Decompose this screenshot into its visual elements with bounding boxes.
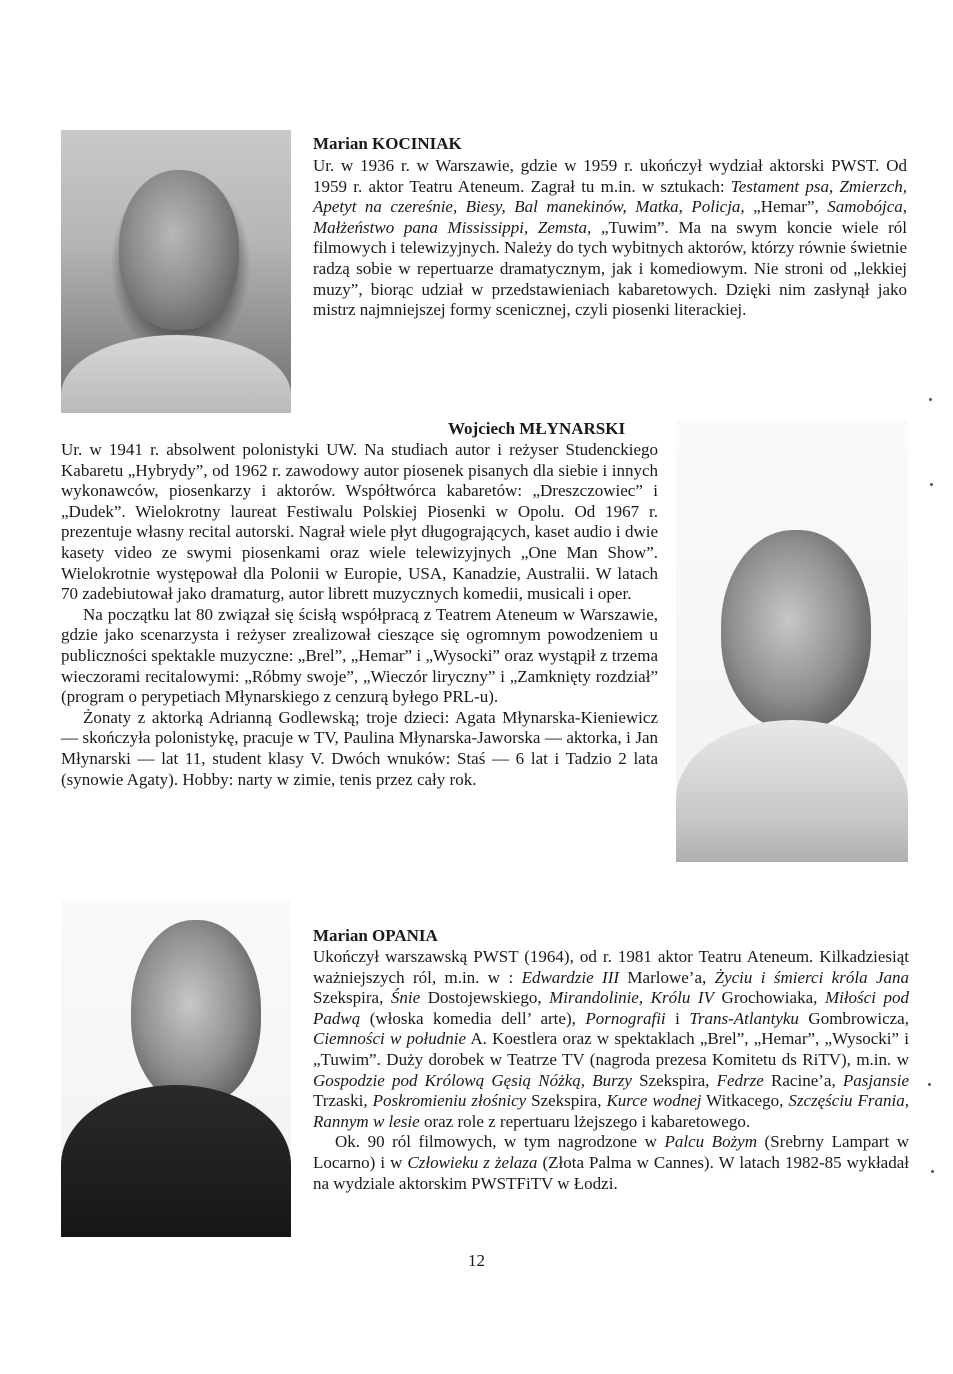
entry-bio: Ur. w 1941 r. absolwent polonistyki UW. Na studiach autor i reżyser Studenckiego Kabaretu „Hybrydy”, od 1962 r. zawodowy autor piosenek pisanych dla siebie i innych wykonawców, piosenkarzy i aktorów. Współtwórca kabaretów: „Dreszczowiec” i „Dudek”. Wielokrotny laureat Festiwalu Polskiej Piosenki w Opolu. Od 1967 r. prezentuje własny recital autorski. Nagrał wiele płyt długogrających, kaset audio i dwie kasety video ze swymi piosenkami oraz wiele telewizyjnych „One Man Show”. Wielokrotnie występował dla Polonii w Europie, USA, Kanadzie, Australii. W latach 70 zadebiutował jako dramaturg, autor librett muzycznych komedii, musicali i oper. Na początku lat 80 związał się ścisłą współpracą z Teatrem Ateneum w Warszawie, gdzie jako scenarzysta i reżyser zrealizował cieszące się ogromnym powodzeniem u publiczności spektakle muzyczne: „Brel”, „Hemar” i „Wysocki” oraz wystąpił z trzema wieczorami recitalowymi: „Róbmy swoje”, „Wieczór liryczny” i „Zamknięty rozdział” (program o perypetiach Młynarskiego z cenzurą byłego PRL-u). Żonaty z aktorką Adrianną Godlewską; troje dzieci: Agata Młynarska-Kieniewicz — skończyła polonistykę, pracuje w TV, Paulina Młynarska-Jaworska — aktorka, i Jan Młynarski — lat 11, student klasy V. Dwóch wnuków: Staś — 6 lat i Tadzio 2 lata (synowie Agaty). Hobby: narty w zimie, tenis przez cały rok. bbox=[61, 440, 658, 789]
portrait-photo-kociniak bbox=[61, 130, 291, 413]
page-number: 12 bbox=[468, 1251, 485, 1270]
portrait-photo-mlynarski bbox=[676, 420, 908, 862]
scan-speck bbox=[930, 483, 933, 486]
scan-speck bbox=[928, 1083, 931, 1086]
entry-bio: Ur. w 1936 r. w Warszawie, gdzie w 1959 r. ukończył wydział aktorski PWST. Od 1959 r. aktor Teatru Ateneum. Zagrał tu m.in. w sztukach: Testament psa, Zmierzch, Apetyt na czereśnie, Biesy, Bal manekinów, Matka, Policja, „Hemar”, Samobójca, Małżeństwo pana Mississippi, Zemsta, „Tuwim”. Ma na swym koncie wiele ról filmowych i telewizyjnych. Należy do tych wybitnych aktorów, którzy równie świetnie radzą sobie w repertuarze dramatycznym, jak i komediowym. Nie stroni od „lekkiej muzy”, biorąc udział w przedstawieniach kabaretowych. Dzięki nim zasłynął jako mistrz najmniejszej formy scenicznej, czyli piosenki literackiej. bbox=[313, 156, 907, 320]
entry-name: Wojciech MŁYNARSKI bbox=[448, 419, 626, 438]
scan-speck bbox=[929, 398, 932, 401]
portrait-photo-opania bbox=[61, 900, 291, 1237]
entry-name: Marian KOCINIAK bbox=[313, 134, 462, 153]
entry-name: Marian OPANIA bbox=[313, 926, 438, 945]
scan-speck bbox=[931, 1170, 934, 1173]
entry-bio: Ukończył warszawską PWST (1964), od r. 1981 aktor Teatru Ateneum. Kilkadziesiąt ważniejszych ról, m.in. w : Edwardzie III Marlowe’a, Życiu i śmierci króla Jana Szekspira, Śnie Dostojewskiego, Mirandolinie, Królu IV Grochowiaka, Miłości pod Padwą (włoska komedia dell’ arte), Pornografii i Trans-Atlantyku Gombrowicza, Ciemności w południe A. Koestlera oraz w spektaklach „Brel”, „Hemar”, „Wysocki” i „Tuwim”. Duży dorobek w Teatrze TV (nagroda prezesa Komitetu ds RiTV), m.in. w Gospodzie pod Królową Gęsią Nóżką, Burzy Szekspira, Fedrze Racine’a, Pasjansie Trzaski, Poskromieniu złośnicy Szekspira, Kurce wodnej Witkacego, Szczęściu Frania, Rannym w lesie oraz role z repertuaru lżejszego i kabaretowego. Ok. 90 ról filmowych, w tym nagrodzone w Palcu Bożym (Srebrny Lampart w Locarno) i w Człowieku z żelaza (Złota Palma w Cannes). W latach 1982-85 wykładał na wydziale aktorskim PWSTFiTV w Łodzi. bbox=[313, 947, 910, 1193]
